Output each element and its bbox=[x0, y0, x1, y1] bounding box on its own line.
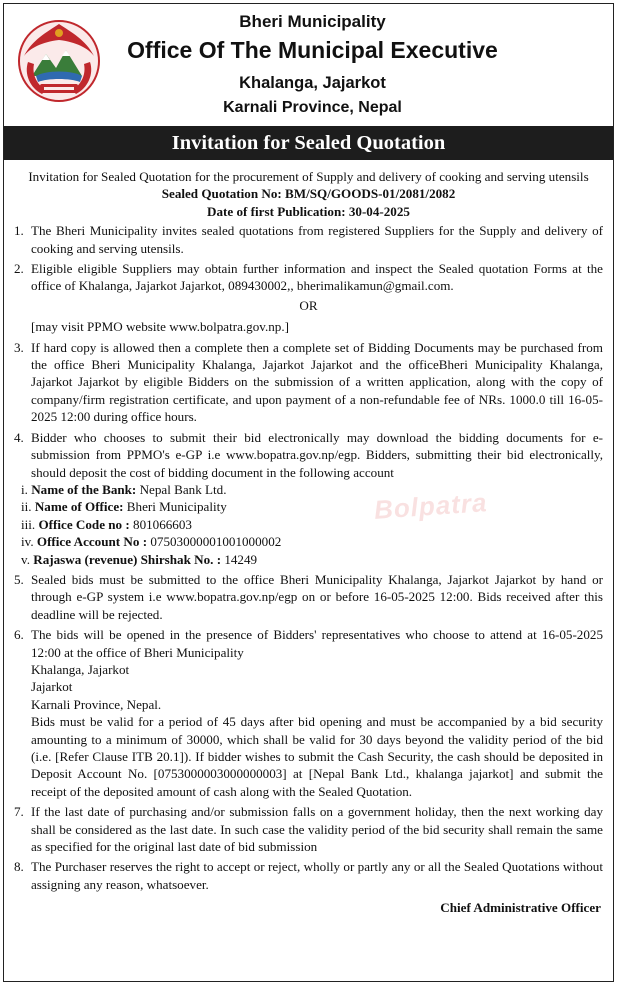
list-item bbox=[4, 339, 613, 426]
item-number: 8. bbox=[14, 859, 24, 875]
list-item bbox=[4, 803, 613, 855]
account-line: v. Rajaswa (revenue) Shirshak No. : 14249 bbox=[21, 551, 258, 567]
item-number: 1. bbox=[14, 223, 24, 239]
notice-frame bbox=[3, 3, 614, 982]
bank-account-details bbox=[4, 481, 613, 568]
list-item bbox=[4, 429, 613, 481]
item-number: 7. bbox=[14, 804, 24, 820]
item-number: 6. bbox=[14, 627, 24, 643]
account-line: iv. Office Account No : 07503000001001000002 bbox=[21, 534, 282, 550]
item-text: Bidder who chooses to submit their bid electronically may download the bidding documents for e-submission from PPMO's e-GP i.e www.bopatra.gov.np/egp. Bidders, submitting their bid electronically, should deposit the cost of bidding document in the following account bbox=[31, 429, 603, 480]
list-item bbox=[4, 222, 613, 257]
item-text: The bids will be opened in the presence of Bidders' representatives who choose to attend at 16-05-2025 12:00 at the office of Bheri Municipality bbox=[31, 627, 603, 660]
account-value: 07503000001001000002 bbox=[147, 534, 282, 550]
item-number: 5. bbox=[14, 571, 24, 587]
intro-line: Invitation for Sealed Quotation for the procurement of Supply and delivery of cooking and serving utensils bbox=[28, 169, 589, 184]
account-line: i. Name of the Bank: Nepal Bank Ltd. bbox=[21, 481, 227, 497]
account-label: Name of Office: bbox=[34, 499, 124, 515]
item-text: The Purchaser reserves the right to accept or reject, wholly or partly any or all the Sealed Quotations without assigning any reason, whatsoever. bbox=[31, 859, 603, 892]
ppmo-note: [may visit PPMO website www.bolpatra.gov.np.] bbox=[31, 319, 289, 335]
office-title: Office Of The Municipal Executive bbox=[127, 37, 498, 63]
office-location: Khalanga, Jajarkot bbox=[239, 74, 386, 92]
account-line: ii. Name of Office: Bheri Municipality bbox=[21, 499, 227, 515]
account-label: Office Code no : bbox=[38, 516, 130, 532]
list-item bbox=[4, 858, 613, 893]
or-separator: OR bbox=[299, 297, 318, 313]
item-text: The Bheri Municipality invites sealed quotations from registered Suppliers for the Supply and delivery of cooking and serving utensils. bbox=[31, 223, 603, 256]
municipality-name: Bheri Municipality bbox=[239, 12, 386, 31]
quotation-number: Sealed Quotation No: BM/SQ/GOODS-01/2081/2082 bbox=[161, 186, 456, 202]
signature-title: Chief Administrative Officer bbox=[440, 900, 601, 916]
item-4-content bbox=[31, 429, 603, 481]
list-item bbox=[4, 260, 613, 295]
bid-validity-text: Bids must be valid for a period of 45 days after bid opening and must be accompanied by a bid security amounting to a minimum of 30000, which shall be valid for 30 days beyond the validity period of the bid (i.e. [Refer Clause ITB 20.1]). If bidder wishes to submit the Cash Security, the cash should be deposited in Deposit Account No. [0753000003000000003] at [Nepal Bank Ltd., khalanga jajarkot] and submit the receipt of the deposited amount of cash along with the Sealed Quotation. bbox=[31, 714, 603, 799]
item-text: If hard copy is allowed then a complete then a complete set of Bidding Documents may be purchased from the office Bheri Municipality Khalanga, Jajarkot Jajarkot and the officeBheri Municipality Khalanga, Jajarkot Jajarkot by eligible Bidders on the submission of a written application, along with the copy of company/firm registration certificate, and upon payment of a non-refundable fee of NRs. 1000.0 till 16-05-2025 12:00 during office hours. bbox=[31, 339, 603, 425]
item-text: If the last date of purchasing and/or submission falls on a government holiday, then the next working day shall be considered as the last date. In such case the validity period of the bid security shall remain the same as specified for the original last date of bid submission bbox=[31, 804, 603, 855]
opening-address-line: Khalanga, Jajarkot bbox=[31, 661, 130, 677]
account-label: Rajaswa (revenue) Shirshak No. : bbox=[33, 551, 222, 567]
account-value: Bheri Municipality bbox=[123, 499, 227, 515]
office-province: Karnali Province, Nepal bbox=[223, 99, 402, 116]
item-text: Sealed bids must be submitted to the office Bheri Municipality Khalanga, Jajarkot Jajarkot by hand or through e-GP system i.e www.bopatra.gov.np/egp on or before 16-05-2025 12:00. Bids received after this deadline will be rejected. bbox=[31, 571, 603, 622]
opening-address-line: Karnali Province, Nepal. bbox=[31, 696, 162, 712]
item-number: 4. bbox=[14, 429, 24, 445]
account-value: Nepal Bank Ltd. bbox=[136, 481, 227, 497]
item-number: 3. bbox=[14, 339, 24, 355]
notice-header bbox=[4, 4, 613, 126]
item-6-content bbox=[31, 626, 603, 800]
notice-banner: Invitation for Sealed Quotation bbox=[4, 126, 613, 160]
opening-address-line: Jajarkot bbox=[31, 679, 73, 695]
account-value: 14249 bbox=[221, 551, 258, 567]
account-line: iii. Office Code no : 801066603 bbox=[21, 516, 192, 532]
list-item bbox=[4, 626, 613, 800]
publication-date: Date of first Publication: 30-04-2025 bbox=[207, 203, 410, 219]
notice-body bbox=[4, 166, 613, 917]
item-text: Eligible eligible Suppliers may obtain further information and inspect the Sealed quotation Forms at the office of Khalanga, Jajarkot Jajarkot, 089430002,, bherimalikamun@gmail.com. bbox=[31, 261, 603, 294]
list-item bbox=[4, 571, 613, 623]
account-label: Name of the Bank: bbox=[31, 481, 137, 497]
account-label: Office Account No : bbox=[36, 534, 148, 550]
watermark: Bolpatra bbox=[373, 487, 489, 525]
account-value: 801066603 bbox=[129, 516, 192, 532]
item-number: 2. bbox=[14, 261, 24, 277]
